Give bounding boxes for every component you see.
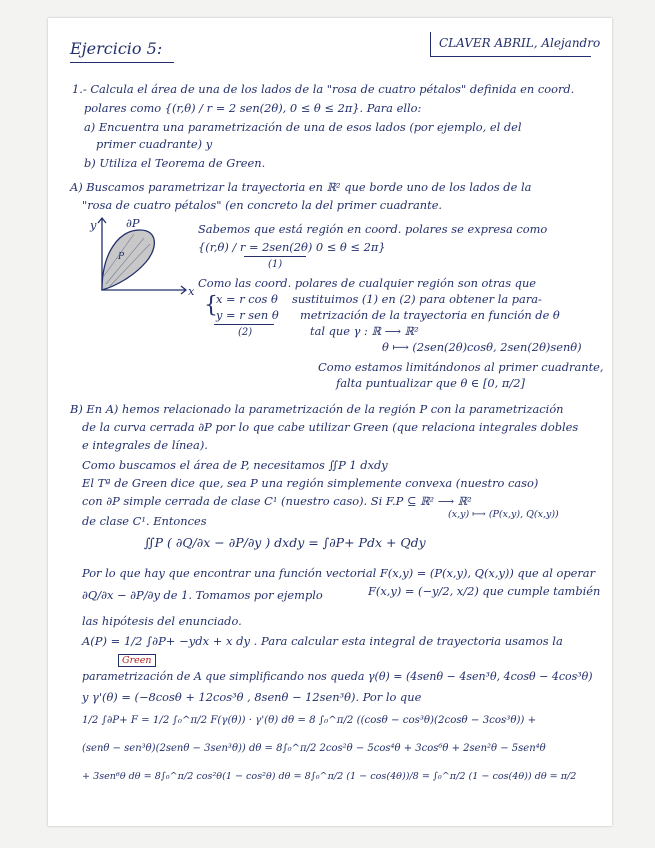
part-a-line-4: {(r,θ) / r = 2sen(2θ) 0 ≤ θ ≤ 2π} <box>198 240 386 254</box>
notebook-page <box>48 18 612 826</box>
author-box <box>430 32 601 57</box>
statement-line-1: 1.- Calcula el área de una de los lados de la "rosa de cuatro pétalos" definida en coord. <box>72 82 575 96</box>
ref-2-label: (2) <box>238 327 253 338</box>
part-b-line-8: de clase C¹. Entonces <box>82 514 207 528</box>
part-b-line-2: de la curva cerrada ∂P por lo que cabe utilizar Green (que relaciona integrales dobles <box>82 420 579 434</box>
part-b-line-1: B) En A) hemos relacionado la parametrización de la región P con la parametrización <box>70 402 564 416</box>
petal-sketch <box>88 214 198 296</box>
author-name: CLAVER ABRIL, Alejandro <box>439 36 601 50</box>
green-tag <box>118 654 156 668</box>
y-axis-label: y <box>90 218 97 232</box>
part-a-line-7: metrización de la trayectoria en función de θ <box>300 308 560 322</box>
part-b-line-5: El Tª de Green dice que, sea P una región simplemente convexa (nuestro caso) <box>82 476 539 490</box>
part-a-line-3: Sabemos que está región en coord. polares se expresa como <box>198 222 548 236</box>
part-b-line-11: ∂Q/∂x − ∂P/∂y de 1. Tomamos por ejemplo <box>82 588 323 602</box>
part-a-line-2: "rosa de cuatro pétalos" (en concreto la del primer cuadrante. <box>82 198 443 212</box>
part-a-line-9: falta puntualizar que θ ∈ [0, π/2] <box>336 376 525 390</box>
part-b-line-10: F(x,y) = (−y/2, x/2) que cumple también <box>368 584 601 598</box>
ref-2-brace <box>214 324 274 325</box>
part-b-line-3: e integrales de línea). <box>82 438 208 452</box>
exercise-title: Ejercicio 5: <box>70 39 163 58</box>
part-b-line-7: (x,y) ⟼ (P(x,y), Q(x,y)) <box>448 509 559 520</box>
statement-line-5: b) Utiliza el Teorema de Green. <box>84 156 266 170</box>
boundary-label: ∂P <box>126 216 140 230</box>
part-b-line-4: Como buscamos el área de P, necesitamos ∬P 1 dxdy <box>82 458 388 472</box>
title-underline <box>70 62 174 63</box>
ref-1-brace <box>244 256 306 257</box>
left-brace: { <box>204 293 218 318</box>
statement-line-4: primer cuadrante) y <box>96 137 213 151</box>
part-b-line-9: Por lo que hay que encontrar una función vectorial F(x,y) = (P(x,y), Q(x,y)) que al operar <box>82 566 596 580</box>
statement-line-2: polares como {(r,θ) / r = 2 sen(2θ), 0 ≤ θ ≤ 2π}. Para ello: <box>84 101 422 115</box>
part-a-line-8: Como estamos limitándonos al primer cuadrante, <box>318 360 604 374</box>
gamma-map: θ ⟼ (2sen(2θ)cosθ, 2sen(2θ)senθ) <box>382 340 582 354</box>
part-a-line-5: Como las coord. polares de cualquier región son otras que <box>198 276 537 290</box>
part-a-line-6: sustituimos (1) en (2) para obtener la para- <box>292 292 542 306</box>
part-b-line-18: + 3sen⁶θ dθ = 8∫₀^π/2 cos²θ(1 − cos²θ) dθ = 8∫₀^π/2 (1 − cos(4θ))/8 = ∫₀^π/2 (1 − cos(4θ)) dθ = π/2 <box>82 771 577 782</box>
part-b-line-6: con ∂P simple cerrada de clase C¹ (nuestro caso). Si F.P ⊆ ℝ² ⟶ ℝ² <box>82 494 472 508</box>
polar-x: x = r cos θ <box>216 292 278 306</box>
part-b-line-17: (senθ − sen³θ)(2senθ − 3sen³θ)) dθ = 8∫₀^π/2 2cos²θ − 5cos⁴θ + 3cos⁶θ + 2sen²θ − 5sen⁴θ <box>82 743 546 754</box>
gamma-definition: tal que γ : ℝ ⟶ ℝ² <box>310 324 419 338</box>
part-b-line-15: y γ'(θ) = (−8cosθ + 12cos³θ , 8senθ − 12sen³θ). Por lo que <box>82 690 422 704</box>
statement-line-3: a) Encuentra una parametrización de una de esos lados (por ejemplo, el del <box>84 120 522 134</box>
polar-y: y = r sen θ <box>216 308 279 322</box>
x-axis-label: x <box>188 284 195 298</box>
green-theorem: ∬P ( ∂Q/∂x − ∂P/∂y ) dxdy = ∫∂P+ Pdx + Qdy <box>144 535 426 550</box>
part-b-line-14: parametrización de A que simplificando nos queda γ(θ) = (4senθ − 4sen³θ, 4cosθ − 4cos³θ) <box>82 670 593 683</box>
region-label: P <box>118 252 125 262</box>
part-b-line-13: A(P) = 1/2 ∫∂P+ −ydx + x dy . Para calcular esta integral de trayectoria usamos la <box>82 634 563 648</box>
part-a-line-1: A) Buscamos parametrizar la trayectoria en ℝ² que borde uno de los lados de la <box>70 180 532 194</box>
ref-1-label: (1) <box>268 259 283 270</box>
green-tag-text: Green <box>118 654 156 667</box>
part-b-line-12: las hipótesis del enunciado. <box>82 614 242 628</box>
part-b-line-16: 1/2 ∫∂P+ F = 1/2 ∫₀^π/2 F(γ(θ)) · γ'(θ) dθ = 8 ∫₀^π/2 ((cosθ − cos³θ)(2cosθ − 3cos³θ)) + <box>82 715 537 726</box>
